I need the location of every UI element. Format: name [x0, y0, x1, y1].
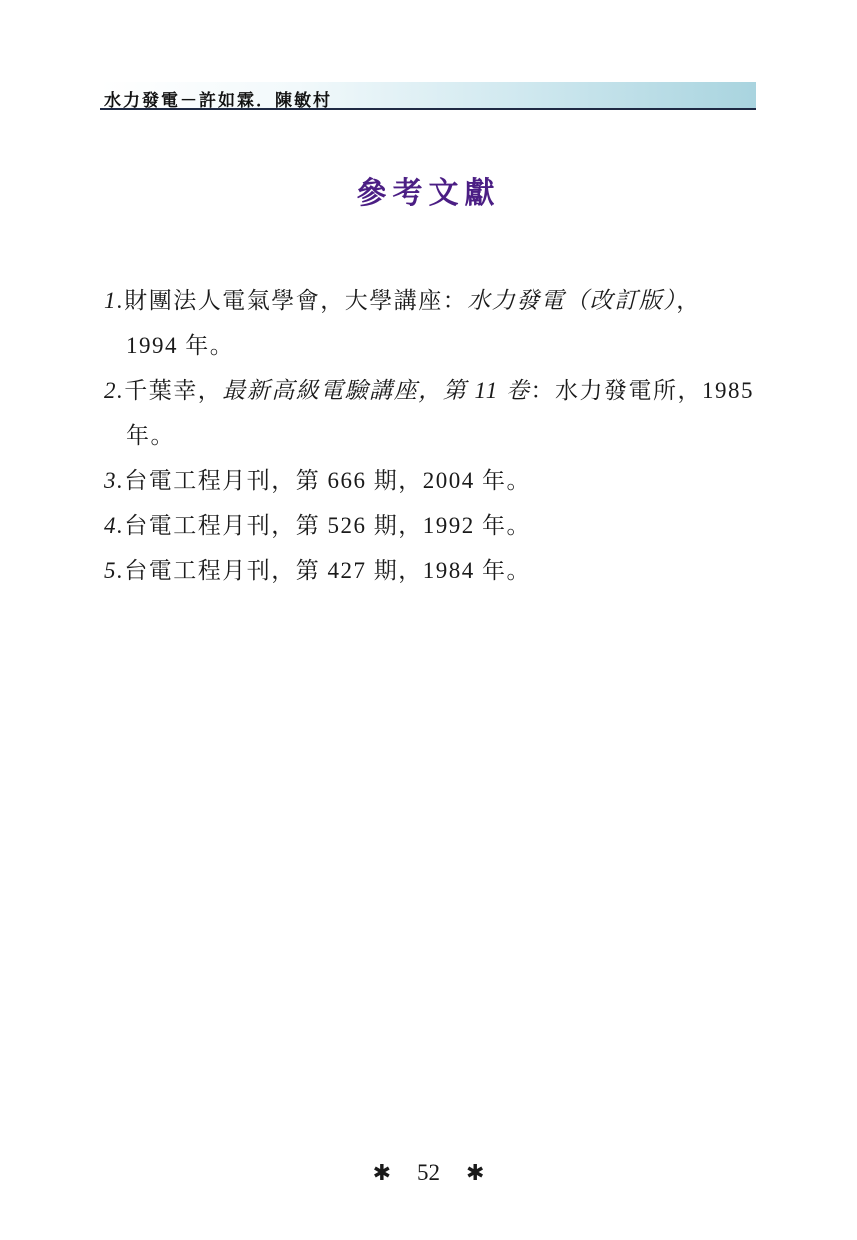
- page-number: 52: [417, 1160, 440, 1185]
- reference-text: 財團法人電氣學會，大學講座：: [124, 288, 468, 313]
- page-footer: [0, 1160, 857, 1186]
- reference-line: [104, 368, 756, 413]
- reference-text: 台電工程月刊，第 526 期，1992 年。: [124, 513, 531, 538]
- reference-line: [104, 458, 756, 503]
- reference-item-3: [104, 458, 756, 503]
- reference-text: ，: [676, 288, 701, 313]
- reference-continuation: 年。: [126, 423, 175, 448]
- reference-number: 2.: [104, 378, 125, 403]
- reference-item-2: [104, 368, 756, 458]
- reference-number: 5.: [104, 558, 125, 583]
- reference-text: 台電工程月刊，第 427 期，1984 年。: [124, 558, 531, 583]
- reference-number: 3.: [104, 468, 125, 493]
- reference-text: ：水力發電所，1985: [530, 378, 755, 403]
- reference-item-1: [104, 278, 756, 368]
- reference-book-title: 最新高級電驗講座，第 11 卷: [222, 378, 531, 403]
- star-icon: ✱: [466, 1160, 485, 1185]
- reference-line: [104, 278, 756, 323]
- reference-line: [104, 548, 756, 593]
- running-header: 水力發電－許如霖．陳敏村: [104, 91, 332, 110]
- reference-text: 台電工程月刊，第 666 期，2004 年。: [124, 468, 531, 493]
- star-icon: ✱: [372, 1160, 391, 1185]
- reference-line: [104, 503, 756, 548]
- reference-item-5: [104, 548, 756, 593]
- reference-number: 1.: [104, 288, 125, 313]
- reference-item-4: [104, 503, 756, 548]
- reference-list: [104, 278, 756, 593]
- reference-continuation: 1994 年。: [126, 333, 235, 358]
- reference-text: 千葉幸，: [124, 378, 223, 403]
- page-title: 參考文獻: [356, 177, 501, 210]
- reference-number: 4.: [104, 513, 125, 538]
- reference-book-title: 水力發電（改訂版）: [467, 288, 677, 313]
